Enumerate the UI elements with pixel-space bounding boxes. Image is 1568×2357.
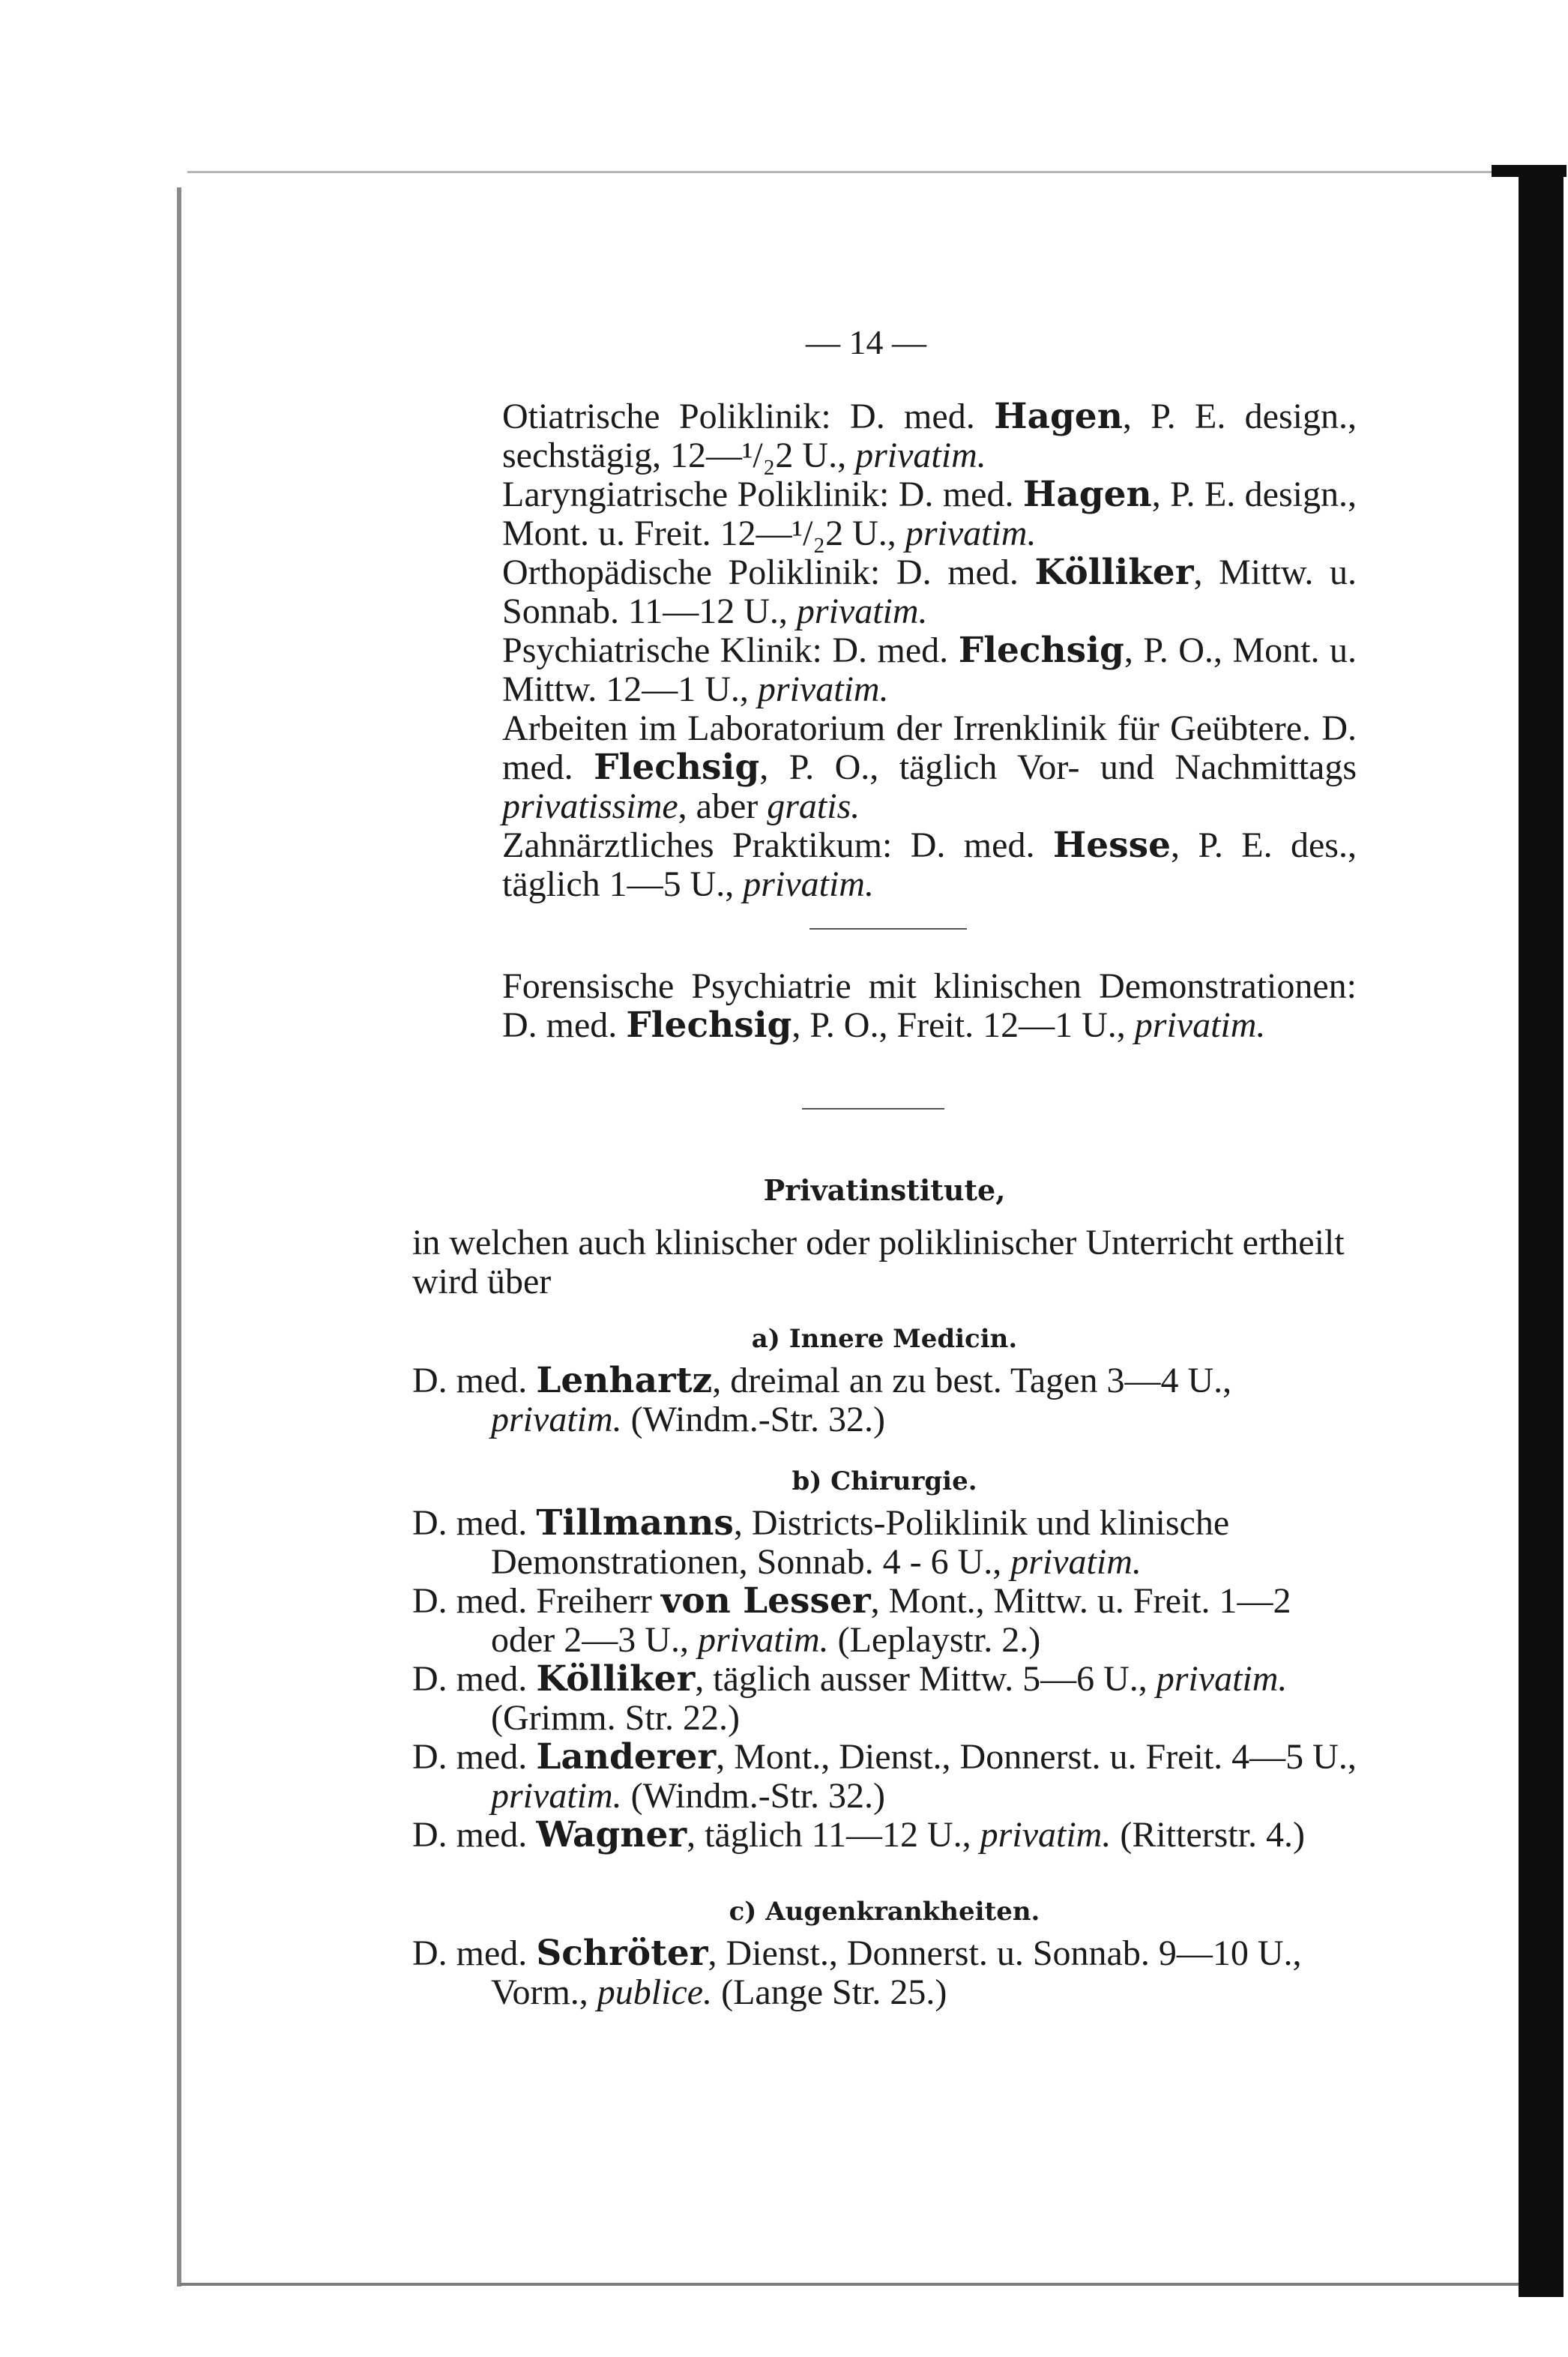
institute-entry: D. med. Schröter, Dienst., Donnerst. u. Sonnab. 9—10 U., Vorm., publice. (Lange Str. 25.) (412, 1933, 1302, 2012)
institute-entry: D. med. Wagner, täglich 11—12 U., privatim. (Ritterstr. 4.) (412, 1814, 1305, 1855)
institute-entry: D. med. Lenhartz, dreimal an zu best. Tagen 3—4 U., privatim. (Windm.-Str. 32.) (412, 1360, 1232, 1439)
scan-edge-right (1519, 168, 1564, 2297)
scan-edge-bottom (180, 2283, 1529, 2286)
divider (809, 928, 967, 930)
section-intro: in welchen auch klinischer oder poliklinischer Unterricht ertheilt wird über (412, 1223, 1345, 1301)
clinic-entry: Arbeiten im Laboratorium der Irrenklinik für Geübtere. D. med. Flechsig, P. O., täglich Vor- und Nachmittags privatissime, aber gratis. (502, 708, 1357, 826)
scan-edge-top (187, 171, 1522, 173)
institute-entry: D. med. Landerer, Mont., Dienst., Donnerst. u. Freit. 4—5 U., privatim. (Windm.-Str. 32.) (412, 1736, 1357, 1816)
subsection-heading: a) Innere Medicin. (751, 1324, 1018, 1354)
clinic-entry: Zahnärztliches Praktikum: D. med. Hesse, P. E. des., täglich 1—5 U., privatim. (502, 825, 1357, 904)
subsection-heading: b) Chirurgie. (791, 1466, 977, 1496)
section-title: Privatinstitute, (763, 1173, 1006, 1207)
scan-edge-left (177, 187, 181, 2287)
clinic-entry: Laryngiatrische Poliklinik: D. med. Hagen, P. E. design., Mont. u. Freit. 12—¹/₂2 U., privatim. (502, 474, 1357, 553)
subsection-heading: c) Augenkrankheiten. (729, 1897, 1040, 1927)
clinic-entry: Psychiatrische Klinik: D. med. Flechsig, P. O., Mont. u. Mittw. 12—1 U., privatim. (502, 630, 1357, 709)
forensic-entry: Forensische Psychiatrie mit klinischen Demonstrationen: D. med. Flechsig, P. O., Freit. 12—1 U., privatim. (502, 966, 1357, 1046)
institute-entry: D. med. Kölliker, täglich ausser Mittw. 5—6 U., privatim. (Grimm. Str. 22.) (412, 1658, 1288, 1738)
page-number: — 14 — (806, 323, 926, 361)
divider (802, 1108, 944, 1110)
institute-entry: D. med. Tillmanns, Districts-Poliklinik und klinische Demonstrationen, Sonnab. 4 - 6 U., privatim. (412, 1502, 1230, 1582)
clinic-entry: Otiatrische Poliklinik: D. med. Hagen, P. E. design., sechstägig, 12—¹/₂2 U., privatim. (502, 396, 1357, 475)
clinic-entry: Orthopädische Poliklinik: D. med. Kölliker, Mittw. u. Sonnab. 11—12 U., privatim. (502, 552, 1357, 631)
institute-entry: D. med. Freiherr von Lesser, Mont., Mittw. u. Freit. 1—2 oder 2—3 U., privatim. (Leplaystr. 2.) (412, 1580, 1291, 1660)
